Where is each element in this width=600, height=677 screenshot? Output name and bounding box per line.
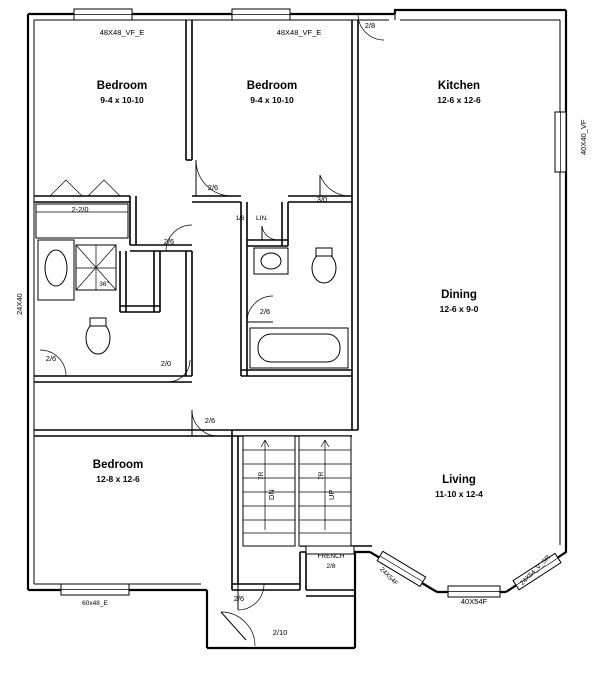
door-tag-bedroom-3: 2/6 [204, 416, 216, 425]
door-tag-hall-2: 2/0 [160, 359, 172, 368]
room-dim-bedroom-1: 9-4 x 10-10 [100, 95, 144, 105]
door-tag-hall-1: 2/6 [163, 237, 175, 246]
window-tag-bedroom-2: 48X48_VF_E [276, 28, 322, 37]
room-dim-living: 11-10 x 12-4 [435, 489, 483, 499]
window-tag-living-bottom: 40X54F [460, 597, 488, 606]
stair-riser-up: 7R [318, 471, 325, 480]
room-label-living: Living [442, 474, 476, 486]
window-tag-bedroom-3: 60x48_E [82, 600, 108, 607]
stair-label-up: UP [327, 489, 336, 500]
door-tag-kitchen-entry: 2/8 [364, 21, 376, 30]
room-label-bedroom-3: Bedroom [92, 459, 144, 471]
room-label-bedroom-2: Bedroom [246, 80, 298, 92]
window-tag-living-right: 24X54_V_SR [519, 554, 552, 587]
room-dim-dining: 12-6 x 9-0 [439, 304, 479, 314]
door-tag-bath2-main: 3/0 [316, 195, 328, 204]
label-french-door: FRENCH [317, 553, 345, 560]
door-tag-bed1-closet: 2-2/0 [71, 205, 89, 214]
door-tag-linen: 1/6 [235, 215, 245, 222]
room-label-kitchen: Kitchen [437, 80, 481, 92]
door-tag-bath2-inner: 2/6 [259, 307, 271, 316]
room-dim-bedroom-3: 12-8 x 12-6 [96, 474, 140, 484]
door-tag-bath-master: 2/6 [45, 354, 57, 363]
shower-size-label: 36" [99, 281, 109, 288]
room-dim-bedroom-2: 9-4 x 10-10 [250, 95, 294, 105]
door-tag-entry: 2/10 [272, 628, 288, 637]
door-tag-stair: 2/6 [233, 594, 245, 603]
window-tag-bedroom-1: 48X48_VF_E [99, 28, 145, 37]
stair-riser-down: 7R [258, 471, 265, 480]
door-tag-french-size: 2/8 [326, 563, 336, 570]
door-tag-bedroom-2: 2/6 [207, 183, 219, 192]
room-label-dining: Dining [441, 289, 477, 301]
stair-label-down: DN [267, 489, 276, 500]
window-tag-living-left: 24X54F [378, 566, 400, 588]
overall-dimension-left: 24X40 [15, 293, 24, 315]
room-label-bedroom-1: Bedroom [96, 80, 148, 92]
label-linen-closet: LIN. [256, 215, 268, 222]
window-tag-kitchen: 40X40_VF [579, 119, 588, 155]
room-dim-kitchen: 12-6 x 12-6 [437, 95, 481, 105]
